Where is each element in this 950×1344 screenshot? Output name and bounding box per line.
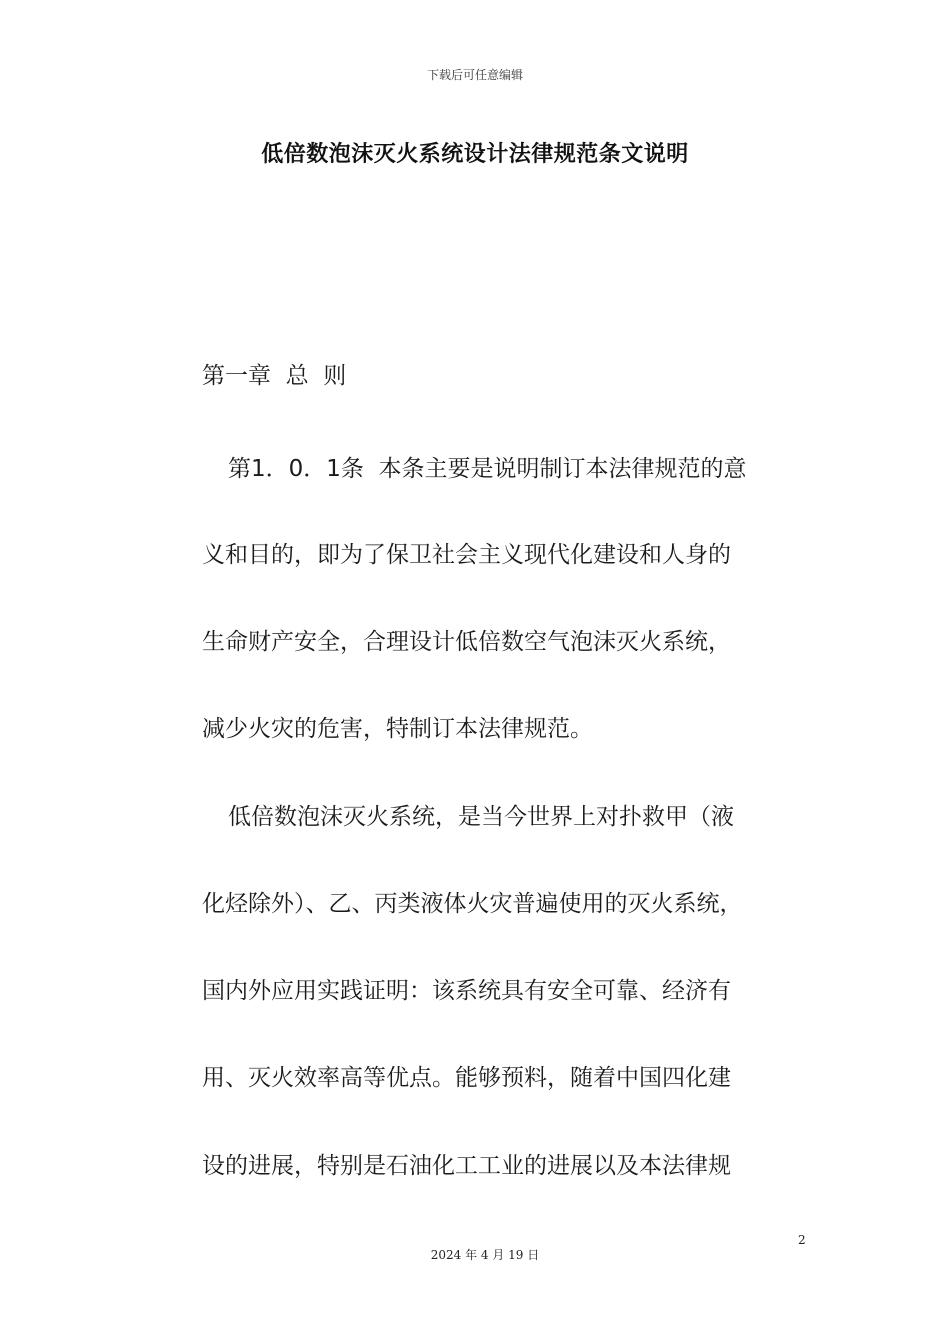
document-title: 低倍数泡沫灭火系统设计法律规范条文说明 — [261, 142, 689, 167]
paragraph-line: 化烃除外）、乙、丙类液体火灾普遍使用的灭火系统， — [202, 891, 743, 917]
paragraph-line: 第1．0．1条 本条主要是说明制订本法律规范的意 — [228, 456, 747, 482]
paragraph-line: 低倍数泡沫灭火系统，是当今世界上对扑救甲（液 — [228, 804, 734, 830]
header-note: 下载后可任意编辑 — [426, 68, 523, 82]
page-number: 2 — [798, 1233, 806, 1247]
paragraph-line: 国内外应用实践证明：该系统具有安全可靠、经济有 — [202, 978, 731, 1004]
chapter-heading: 第一章 总 则 — [202, 363, 347, 389]
paragraph-line: 生命财产安全，合理设计低倍数空气泡沫灭火系统， — [202, 629, 731, 655]
paragraph-line: 用、灭火效率高等优点。能够预料，随着中国四化建 — [202, 1065, 731, 1091]
paragraph-line: 义和目的，即为了保卫社会主义现代化建设和人身的 — [202, 542, 731, 568]
footer-date: 2024 年 4 月 19 日 — [430, 1248, 540, 1262]
paragraph-line: 减少火灾的危害，特制订本法律规范。 — [202, 716, 593, 742]
paragraph-line: 设的进展，特别是石油化工工业的进展以及本法律规 — [202, 1153, 731, 1179]
